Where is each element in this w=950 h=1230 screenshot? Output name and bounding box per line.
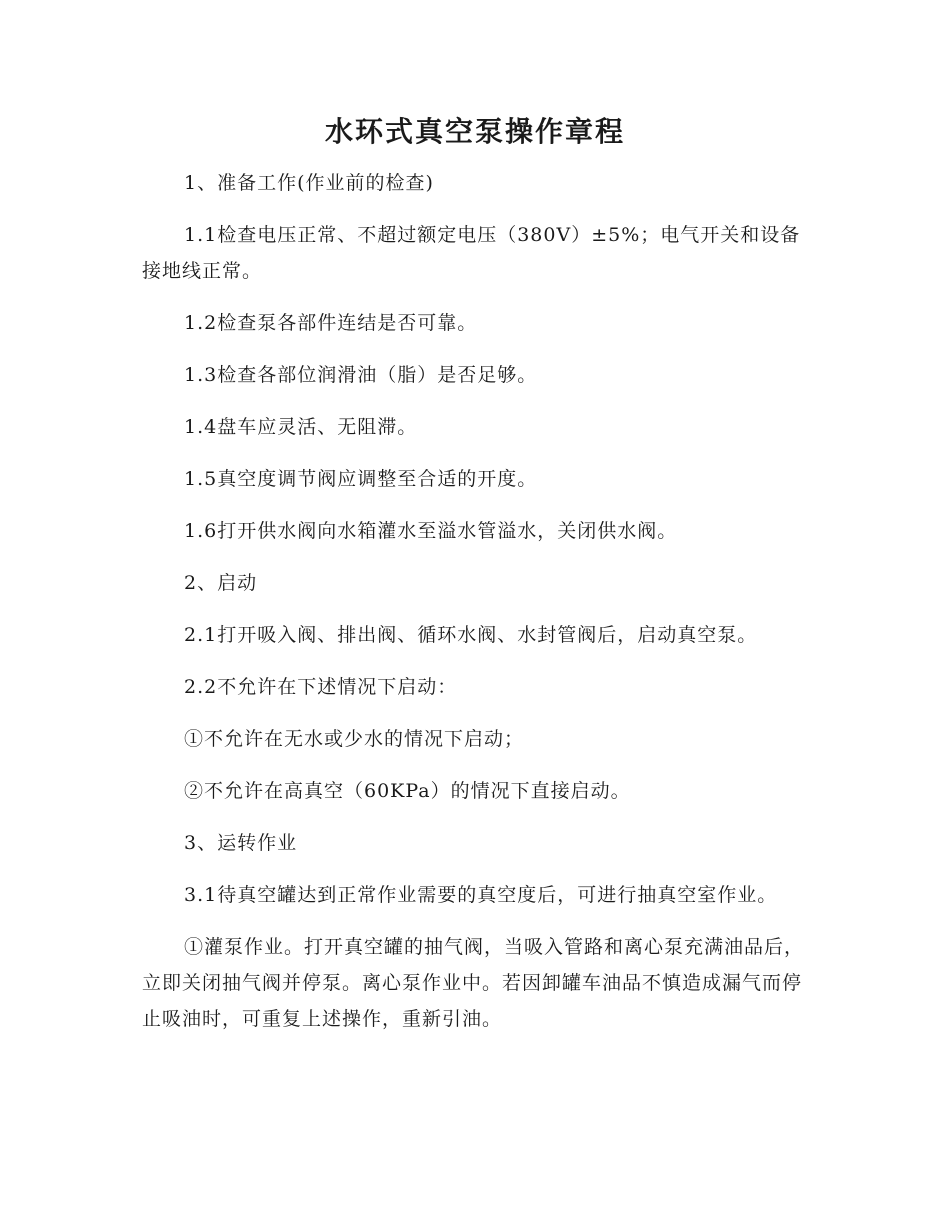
paragraph-1-2: 1.2检查泵各部件连结是否可靠。 (184, 312, 478, 334)
paragraph-1-5: 1.5真空度调节阀应调整至合适的开度。 (184, 468, 538, 490)
paragraph-2-2: 2.2不允许在下述情况下启动： (184, 676, 458, 698)
document-body (142, 165, 812, 1053)
section-heading-3: 3、运转作业 (184, 832, 298, 854)
paragraph-1-4: 1.4盘车应灵活、无阻滞。 (184, 416, 418, 438)
paragraph-1-6: 1.6打开供水阀向水箱灌水至溢水管溢水，关闭供水阀。 (184, 520, 678, 542)
section-heading-2: 2、启动 (184, 572, 258, 594)
list-item-3-1-a: ①灌泵作业。打开真空罐的抽气阀，当吸入管路和离心泵充满油品后，立即关闭抽气阀并停泵。离心泵作业中。若因卸罐车油品不慎造成漏气而停止吸油时，可重复上述操作，重新引油。 (142, 936, 805, 1030)
list-item-2-2-b: ②不允许在高真空（60KPa）的情况下直接启动。 (184, 780, 631, 802)
section-heading-1: 1、准备工作(作业前的检查) (184, 172, 434, 194)
list-item-2-2-a: ①不允许在无水或少水的情况下启动； (184, 728, 525, 750)
paragraph-1-3: 1.3检查各部位润滑油（脂）是否足够。 (184, 364, 538, 386)
document-title: 水环式真空泵操作章程 (324, 115, 625, 148)
paragraph-2-1: 2.1打开吸入阀、排出阀、循环水阀、水封管阀后，启动真空泵。 (184, 624, 758, 646)
paragraph-3-1: 3.1待真空罐达到正常作业需要的真空度后，可进行抽真空室作业。 (184, 884, 778, 906)
paragraph-1-1: 1.1检查电压正常、不超过额定电压（380V）±5%；电气开关和设备接地线正常。 (142, 224, 801, 282)
